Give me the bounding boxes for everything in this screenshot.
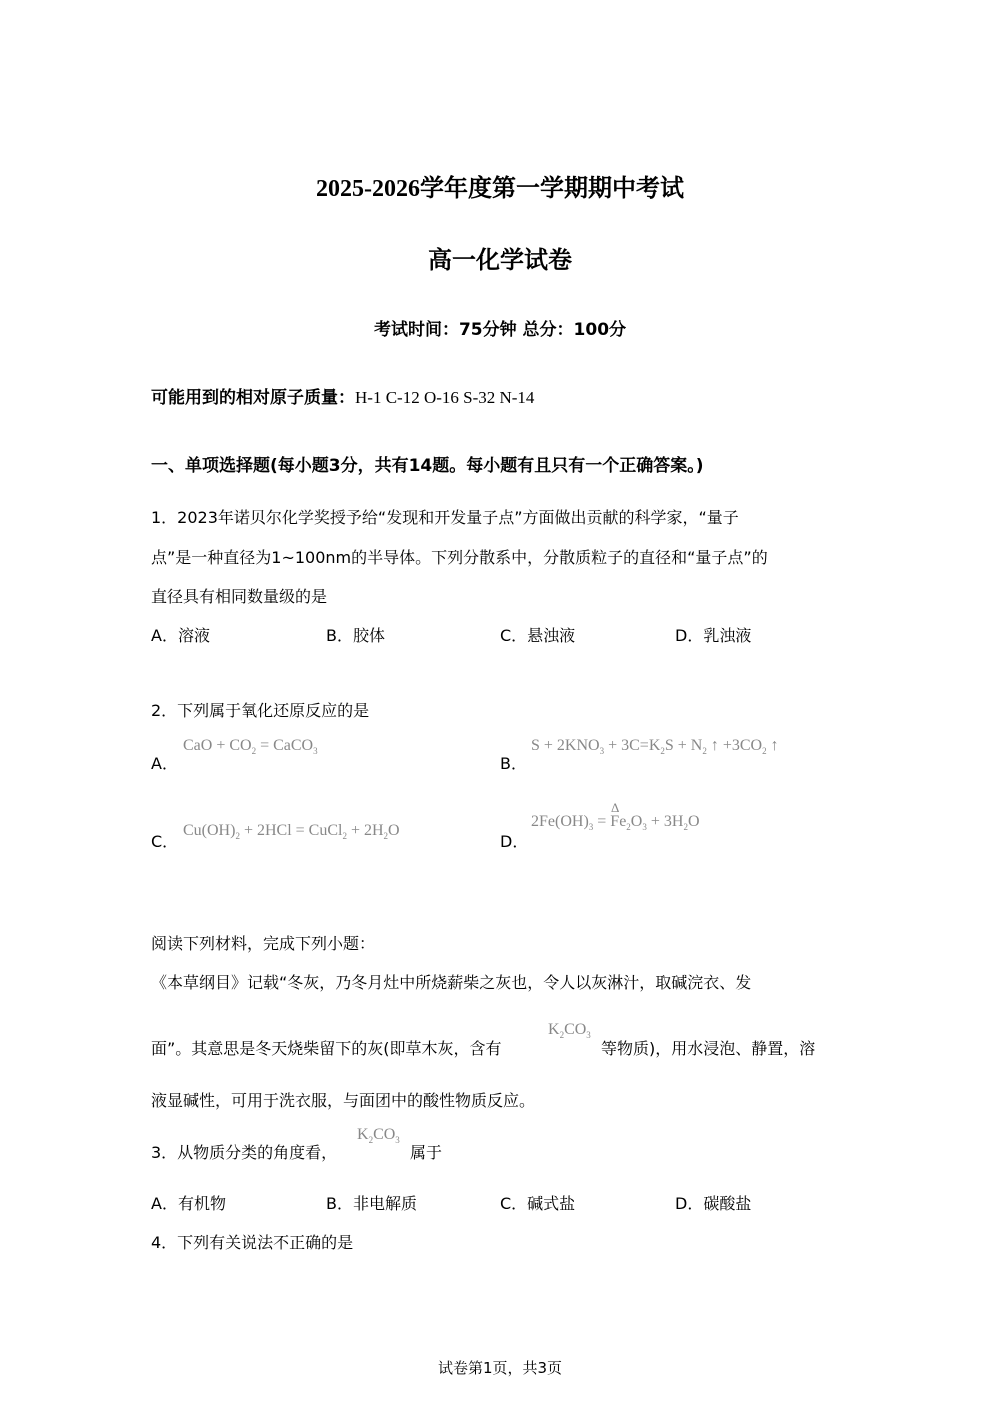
q3-option-d: D．碳酸盐	[675, 1194, 752, 1213]
atomic-mass-label: 可能用到的相对原子质量：	[151, 388, 355, 408]
exam-subtitle: 高一化学试卷	[428, 246, 572, 274]
q2-formula-c: $Cu(OH)_2 + 2HCl$ = CuCl$_2$ + $2H_2O$	[183, 822, 400, 841]
section-title: 一、单项选择题(每小题3分，共有14题。每小题有且只有一个正确答案。)	[151, 456, 704, 476]
reading-line2-part1: 面”。其意思是冬天烧柴留下的灰(即草木灰，含有	[151, 1039, 502, 1058]
q4-stem: 4．下列有关说法不正确的是	[151, 1233, 354, 1252]
q2-label-a: A．	[151, 754, 178, 773]
q1-option-c: C．悬浊液	[500, 626, 576, 645]
q3-option-b: B．非电解质	[326, 1194, 417, 1213]
reading-line3: 液显碱性，可用于洗衣服，与面团中的酸性物质反应。	[151, 1091, 536, 1110]
q2-label-d: D．	[500, 832, 529, 851]
reading-intro: 阅读下列材料，完成下列小题：	[151, 934, 376, 953]
q3-formula-k2co3: $K_2CO_3$	[357, 1126, 400, 1145]
q3-stem-part2: 属于	[410, 1143, 443, 1162]
exam-info: 考试时间：75分钟 总分：100分	[373, 320, 627, 340]
q2-formula-b: $S + 2KNO_3 + 3C=K_2S + N_2$ ↑ $+3CO_2$ ↑	[531, 737, 779, 756]
exam-title: 2025-2026学年度第一学期期中考试	[316, 176, 684, 202]
heat-delta-symbol: Δ	[611, 800, 620, 815]
q3-stem-part1: 3．从物质分类的角度看，	[151, 1143, 338, 1162]
atomic-mass-line	[151, 383, 534, 408]
reading-formula-k2co3: $K_2CO_3$	[548, 1021, 591, 1040]
reading-line2-part2: 等物质)，用水浸泡、静置，溶	[601, 1039, 816, 1058]
q2-formula-a: CaO + $CO_2$ = CaCO$_3$	[183, 737, 318, 756]
atomic-mass-values: H-1 C-12 O-16 S-32 N-14	[355, 388, 535, 407]
q1-line3: 直径具有相同数量级的是	[151, 587, 328, 606]
q1-option-a: A．溶液	[151, 626, 210, 645]
q3-option-a: A．有机物	[151, 1194, 226, 1213]
q1-line1: 1．2023年诺贝尔化学奖授予给“发现和开发量子点”方面做出贡献的科学家，“量子	[151, 508, 739, 527]
q2-formula-d: $2Fe(OH)_3 = Fe_2O_3 + 3H_2O$	[531, 813, 700, 832]
q2-stem: 2．下列属于氧化还原反应的是	[151, 701, 370, 720]
q2-label-b: B．	[500, 754, 527, 773]
q3-option-c: C．碱式盐	[500, 1194, 576, 1213]
q1-line2: 点”是一种直径为1~100nm的半导体。下列分散系中，分散质粒子的直径和“量子点”的	[151, 548, 768, 567]
reading-line1: 《本草纲目》记载“冬灰，乃冬月灶中所烧薪柴之灰也，令人以灰淋汁，取碱浣衣、发	[151, 973, 752, 992]
q1-option-b: B．胶体	[326, 626, 385, 645]
page-footer: 试卷第1页，共3页	[437, 1359, 563, 1377]
q2-label-c: C．	[151, 832, 179, 851]
q1-option-d: D．乳浊液	[675, 626, 752, 645]
